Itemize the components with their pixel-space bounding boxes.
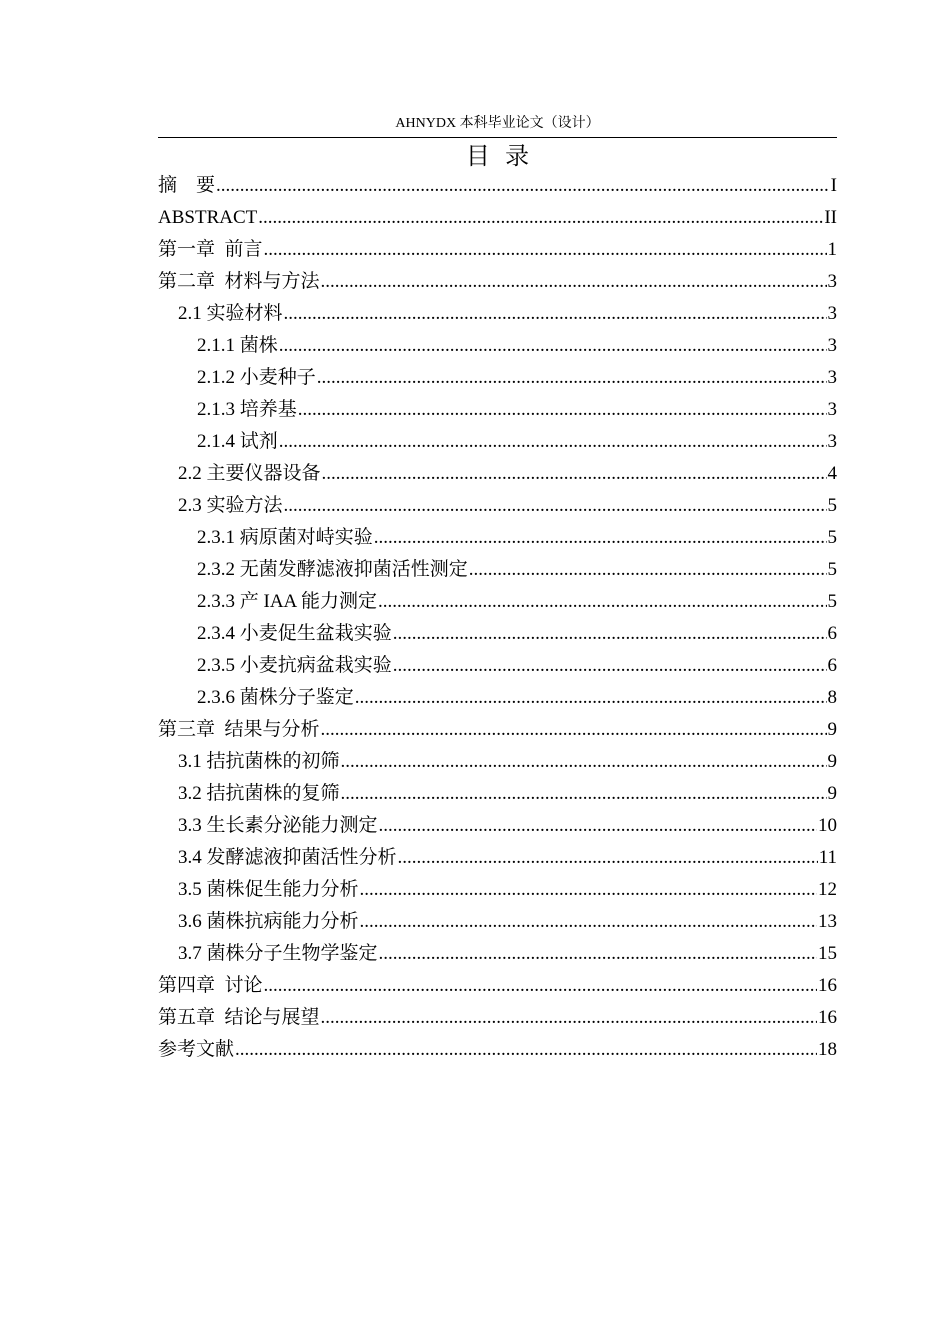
toc-entry[interactable]	[158, 618, 837, 650]
toc-entry-label: 2.3.3 产 IAA 能力测定	[197, 591, 377, 612]
toc-entry-label: 3.6 菌株抗病能力分析	[178, 911, 359, 932]
toc-entry[interactable]	[158, 874, 837, 906]
toc-entry[interactable]	[158, 394, 837, 426]
toc-dot-leader	[258, 202, 823, 234]
toc-entry[interactable]	[158, 234, 837, 266]
toc-entry-label: 摘 要	[158, 175, 216, 196]
toc-entry[interactable]	[158, 938, 837, 970]
toc-entry-label: 3.7 菌株分子生物学鉴定	[178, 943, 378, 964]
toc-entry-label: 2.3.4 小麦促生盆栽实验	[197, 623, 392, 644]
toc-entry-label: 2.1.3 培养基	[197, 399, 297, 420]
toc-entry-label: 2.1.4 试剂	[197, 431, 278, 452]
toc-dot-leader	[379, 938, 817, 970]
toc-entry[interactable]	[158, 202, 837, 234]
toc-dot-leader	[264, 970, 817, 1002]
toc-entry-label: 参考文献	[158, 1039, 235, 1060]
toc-entry-label: 第三章 结果与分析	[158, 719, 320, 740]
toc-entry-label: 第五章 结论与展望	[158, 1007, 320, 1028]
toc-dot-leader	[279, 426, 827, 458]
toc-entry[interactable]	[158, 170, 837, 202]
toc-entry-page: II	[824, 207, 837, 228]
toc-entry-label: 2.1 实验材料	[178, 303, 283, 324]
toc-dot-leader	[360, 906, 817, 938]
toc-dot-leader	[235, 1034, 817, 1066]
toc-entry-page: 8	[827, 687, 837, 708]
toc-dot-leader	[378, 586, 827, 618]
toc-entry[interactable]	[158, 298, 837, 330]
toc-entry[interactable]	[158, 266, 837, 298]
toc-entry-page: 9	[827, 783, 837, 804]
toc-dot-leader	[216, 170, 830, 202]
toc-entry-page: 3	[827, 431, 837, 452]
toc-entry-page: 5	[827, 559, 837, 580]
toc-entry-page: 6	[827, 623, 837, 644]
toc-entry[interactable]	[158, 362, 837, 394]
toc-entry-label: 3.4 发酵滤液抑菌活性分析	[178, 847, 397, 868]
toc-entry-label: 2.3.6 菌株分子鉴定	[197, 687, 354, 708]
toc-entry[interactable]	[158, 1002, 837, 1034]
toc-entry-page: 3	[827, 367, 837, 388]
toc-dot-leader	[393, 618, 827, 650]
toc-dot-leader	[279, 330, 827, 362]
toc-entry-page: 3	[827, 303, 837, 324]
toc-entry-page: 1	[827, 239, 837, 260]
toc-entry-page: I	[830, 175, 837, 196]
toc-entry[interactable]	[158, 330, 837, 362]
toc-dot-leader	[360, 874, 817, 906]
toc-entry[interactable]	[158, 650, 837, 682]
toc-entry-page: 5	[827, 495, 837, 516]
toc-entry-page: 10	[818, 815, 837, 836]
toc-dot-leader	[341, 746, 827, 778]
toc-entry-label: 2.3.5 小麦抗病盆栽实验	[197, 655, 392, 676]
toc-entry-label: 2.2 主要仪器设备	[178, 463, 321, 484]
toc-entry[interactable]	[158, 458, 837, 490]
toc-entry[interactable]	[158, 714, 837, 746]
toc-entry[interactable]	[158, 810, 837, 842]
toc-entry-label: 2.3.2 无菌发酵滤液抑菌活性测定	[197, 559, 468, 580]
toc-entry-page: 16	[818, 975, 837, 996]
toc-entry-label: 2.1.2 小麦种子	[197, 367, 316, 388]
toc-entry-page: 9	[827, 719, 837, 740]
toc-entry[interactable]	[158, 842, 837, 874]
toc-entry-label: 第四章 讨论	[158, 975, 263, 996]
toc-entry[interactable]	[158, 682, 837, 714]
toc-entry[interactable]	[158, 426, 837, 458]
toc-entry-label: 2.3.1 病原菌对峙实验	[197, 527, 373, 548]
toc-dot-leader	[398, 842, 818, 874]
toc-entry-page: 16	[818, 1007, 837, 1028]
toc-entry-page: 18	[818, 1039, 837, 1060]
toc-entry[interactable]	[158, 906, 837, 938]
toc-dot-leader	[469, 554, 827, 586]
toc-dot-leader	[264, 234, 827, 266]
toc-dot-leader	[374, 522, 827, 554]
toc-entry-label: 3.1 拮抗菌株的初筛	[178, 751, 340, 772]
toc-entry-page: 4	[827, 463, 837, 484]
toc-entry-page: 5	[827, 527, 837, 548]
toc-dot-leader	[355, 682, 827, 714]
toc-entry-label: 第二章 材料与方法	[158, 271, 320, 292]
toc-dot-leader	[393, 650, 827, 682]
toc-dot-leader	[322, 458, 827, 490]
toc-entry[interactable]	[158, 490, 837, 522]
toc-entry[interactable]	[158, 970, 837, 1002]
toc-entry-label: ABSTRACT	[158, 207, 258, 228]
table-of-contents	[158, 170, 837, 1066]
toc-entry-label: 2.3 实验方法	[178, 495, 283, 516]
toc-title: 目 录	[465, 142, 530, 170]
toc-entry-page: 13	[818, 911, 837, 932]
toc-entry-page: 3	[827, 399, 837, 420]
toc-entry-page: 3	[827, 335, 837, 356]
toc-dot-leader	[321, 266, 827, 298]
toc-entry-page: 5	[827, 591, 837, 612]
toc-dot-leader	[298, 394, 827, 426]
toc-entry-label: 3.2 拮抗菌株的复筛	[178, 783, 340, 804]
toc-dot-leader	[317, 362, 827, 394]
toc-dot-leader	[379, 810, 817, 842]
toc-entry-label: 2.1.1 菌株	[197, 335, 278, 356]
toc-entry[interactable]	[158, 586, 837, 618]
toc-entry-page: 6	[827, 655, 837, 676]
toc-dot-leader	[321, 1002, 817, 1034]
toc-entry[interactable]	[158, 746, 837, 778]
toc-entry-label: 3.3 生长素分泌能力测定	[178, 815, 378, 836]
toc-entry-page: 11	[818, 847, 837, 868]
toc-dot-leader	[321, 714, 827, 746]
toc-dot-leader	[284, 490, 827, 522]
running-header: AHNYDX 本科毕业论文（设计）	[395, 116, 600, 131]
header-rule	[158, 137, 837, 138]
toc-entry[interactable]	[158, 554, 837, 586]
toc-entry-label: 3.5 菌株促生能力分析	[178, 879, 359, 900]
toc-entry-page: 15	[818, 943, 837, 964]
toc-entry-page: 9	[827, 751, 837, 772]
toc-entry[interactable]	[158, 778, 837, 810]
toc-entry-page: 3	[827, 271, 837, 292]
toc-entry[interactable]	[158, 522, 837, 554]
toc-dot-leader	[284, 298, 827, 330]
toc-dot-leader	[341, 778, 827, 810]
toc-entry-page: 12	[818, 879, 837, 900]
toc-entry[interactable]	[158, 1034, 837, 1066]
toc-entry-label: 第一章 前言	[158, 239, 263, 260]
